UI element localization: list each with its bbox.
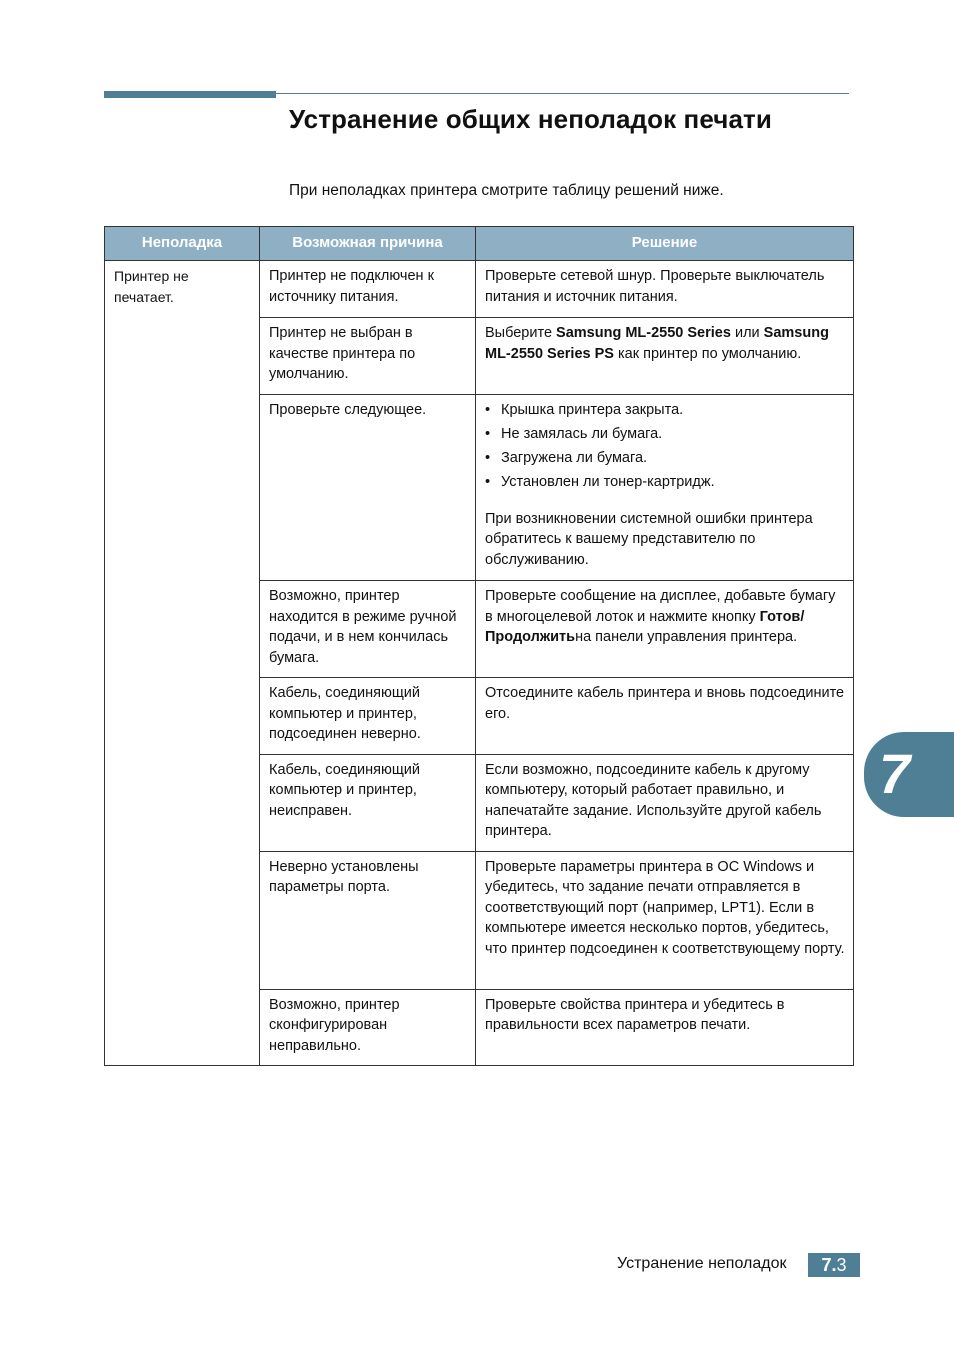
solution-bold-text: Samsung ML-2550 Series (556, 325, 731, 341)
page-chapter: 7. (821, 1255, 837, 1275)
troubleshooting-table (104, 226, 854, 1066)
cause-cell: Неверно установлены параметры порта. (260, 851, 476, 989)
solution-text: Выберите (485, 325, 557, 341)
footer-section-title: Устранение неполадок (617, 1255, 787, 1272)
list-item (485, 400, 845, 421)
solution-cell: Проверьте свойства принтера и убедитесь в правильности всех параметров печати. (476, 989, 854, 1066)
solution-text: на панели управления принтера. (575, 629, 798, 645)
list-item (485, 448, 845, 469)
header-rule-accent (104, 91, 276, 98)
solution-cell: Отсоедините кабель принтера и вновь подсоедините его. (476, 678, 854, 755)
column-header-cause: Возможная причина (260, 227, 476, 261)
checklist (485, 400, 845, 493)
list-item-text: Загружена ли бумага. (501, 450, 648, 466)
bullet-icon: • (485, 402, 491, 418)
column-header-problem: Неполадка (105, 227, 260, 261)
cause-cell: Проверьте следующее. (260, 395, 476, 581)
list-item (485, 472, 845, 493)
cause-cell: Возможно, принтер сконфигурирован неправильно. (260, 989, 476, 1066)
problem-cell: Принтер не печатает. (105, 261, 260, 1066)
page-title: Устранение общих неполадок печати (289, 104, 772, 134)
solution-text: или (730, 325, 764, 341)
list-item-text: Крышка принтера закрыта. (501, 402, 684, 418)
page-number: 3 (836, 1255, 847, 1275)
solution-bold-text: Готов/Продолжить (485, 608, 805, 645)
solution-cell: Проверьте параметры принтера в ОС Windows и убедитесь, что задание печати отправляется в соответствующий порт (например, LPT1). Если в компьютере имеется несколько портов, убедитесь, что принтер подсоединен к соответствующему порту. (476, 851, 854, 989)
solution-cell: Если возможно, подсоедините кабель к другому компьютеру, который работает правильно, и напечатайте задание. Используйте другой кабель принтера. (476, 754, 854, 851)
intro-text: При неполадках принтера смотрите таблицу решений ниже. (289, 182, 724, 199)
solution-cell (476, 581, 854, 678)
bullet-icon: • (485, 474, 491, 490)
list-item (485, 424, 845, 445)
table-row (105, 261, 854, 318)
chapter-number: 7 (879, 742, 911, 805)
table-header-row (105, 227, 854, 261)
solution-cell: Проверьте сетевой шнур. Проверьте выключатель питания и источник питания. (476, 261, 854, 318)
solution-cell (476, 318, 854, 395)
chapter-tab (864, 732, 954, 817)
bullet-icon: • (485, 450, 491, 466)
solution-text: как принтер по умолчанию. (613, 345, 802, 362)
list-item-text: Не замялась ли бумага. (501, 426, 663, 442)
page-number-badge (808, 1253, 860, 1277)
solution-bold-text: Samsung ML-2550 Series PS (485, 325, 829, 362)
cause-cell: Принтер не выбран в качестве принтера по умолчанию. (260, 318, 476, 395)
cause-cell: Возможно, принтер находится в режиме ручной подачи, и в нем кончилась бумага. (260, 581, 476, 678)
solution-cell (476, 395, 854, 581)
cause-cell: Кабель, соединяющий компьютер и принтер, подсоединен неверно. (260, 678, 476, 755)
cause-cell: Принтер не подключен к источнику питания. (260, 261, 476, 318)
list-item-text: Установлен ли тонер-картридж. (501, 474, 715, 490)
solution-note: При возникновении системной ошибки принтера обратитесь к вашему представителю по обслуживанию. (485, 510, 813, 568)
bullet-icon: • (485, 426, 491, 442)
solution-text: Проверьте сообщение на дисплее, добавьте бумагу в многоцелевой лоток и нажмите кнопку (485, 588, 836, 625)
column-header-solution: Решение (476, 227, 854, 261)
cause-cell: Кабель, соединяющий компьютер и принтер, неисправен. (260, 754, 476, 851)
